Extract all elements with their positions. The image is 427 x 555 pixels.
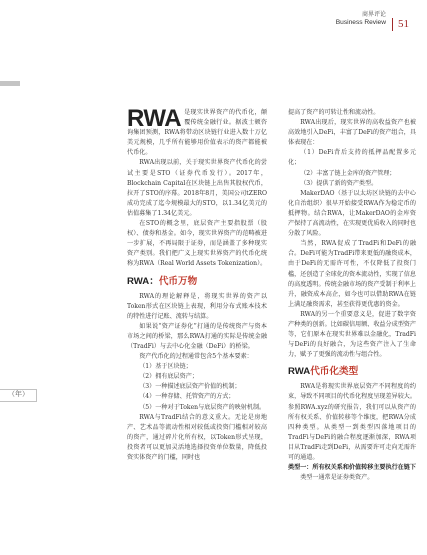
list-item: （4）一种存储、托管资产的方式； [139, 393, 235, 401]
body-paragraph: 如果说“资产证券化”打通的是传统资产与资本市场之间的桥梁，那么RWA打通的实际是传统金融（TradFi）与去中心化金融（DeFi）的桥梁。 [127, 322, 267, 350]
section-title-prefix: RWA [288, 366, 311, 378]
body-paragraph: 提高了资产的可转让性和流动性。 [288, 109, 380, 116]
header-section-en: Business Review [335, 19, 386, 26]
left-column [127, 105, 267, 463]
body-paragraph: 当然，RWA促成了TradFi和DeFi的融合。DeFi可能为TradFi带来更低的融资成本，由于DeFi的无需许可性，不仅降低了投资门槛，还创造了全球化的资本流动性，实现了信息的高度透明。传统金融市场的资产受制于利率上升，融资成本高企，如今也可以借助RWA在链上满足融资需求，甚至获得更优惠的资金。 [288, 240, 416, 308]
elements-list [127, 362, 267, 412]
body-paragraph: RWA的理论解释是，将现实世界的资产以Token形式在区块链上表现，利用分布式账本技术的特性进行记账、流转与结算。 [127, 292, 267, 320]
list-item: （1）基于区块链； [139, 363, 192, 371]
page-number: 51 [398, 18, 409, 30]
body-paragraph: RWA是将现实世界底层资产不同程度的约束，导致不同项目的代币化程度呈现差异较大。参照RWA.xyz的研究报告，我们可以从资产的所有权关系、价值转移等个维度，把RWA分成四种类型。从类型一到类型四落地项目的TradFi与DeFi的融合程度逐渐加深，RWA项目从TradFi走到DeFi，从需要许可走向无需许可的通道。 [288, 383, 416, 461]
body-paragraph: 类型一通常是证券类资产。 [300, 474, 374, 482]
list-item: （2）拥有底层资产； [139, 373, 198, 381]
benefits-list [288, 148, 416, 188]
body-paragraph: 资产代币化的过程通常包含5个基本要素： [139, 353, 253, 361]
list-item: （2）丰富了链上金库的资产管理； [300, 169, 396, 177]
right-column [288, 108, 416, 483]
section-title-prefix: RWA： [127, 275, 159, 287]
intro-text: 是现实世界资产的代币化，颠覆传统金融行业。据波士顿咨询集团预测，RWA将带动区块链行业进入数十万亿美元规模，几乎所有能够用价值表示的资产都能被代币化。 [127, 109, 267, 157]
list-item: （3）一种描述底层资产价值的机制； [139, 383, 241, 391]
header-label [336, 11, 386, 27]
section-title-tokenize-everything [127, 276, 267, 288]
body-paragraph: MakerDAO（基于以太坊区块链的去中心化自治组织）很早开始接受RWA作为稳定币的抵押物。结合RWA，让MakerDAO的金库资产保持了高流动性，在实现更优质收入的同时也分散了风险。 [288, 189, 416, 238]
section-title-tokenization-types [288, 366, 416, 378]
header-section-cn: 商界评论 [361, 12, 386, 18]
body-paragraph: RWA与TradFi结合的意义重大。无论是房地产、艺术品等流动性相对较低或投资门槛相对较高的资产，通过碎片化所有权，以Token形式呈现，投资者可以更加灵活地选择投资单位数量，降低投资实体资产的门槛，同时也 [127, 413, 267, 461]
body-paragraph: RWA出现后，现实世界的高收益资产也被高效地引入DeFi，丰富了DeFi的资产组合，具体表现在： [288, 119, 416, 147]
side-decor-bar [0, 81, 20, 86]
dropcap: RWA [127, 105, 182, 132]
page-header [0, 0, 427, 40]
list-item: （5）一种对于Token与底层资产的映射机制。 [139, 403, 266, 411]
list-item: （1）DeFi背后支持的抵押品配置多元化； [288, 149, 416, 167]
year-side-tab [0, 389, 37, 402]
body-paragraph: RWA出现以前，关于现实世界资产代币化的尝试主要是STO（证券代币发行）。2017年，Blockchain Capital在区块链上出售其股权代币，拉开了STO的序幕。2018年8月，美国公司tZERO成功完成了迄今规模最大的STO，以1.34亿美元的估值募集了1.34亿美元。 [127, 159, 267, 217]
intro-paragraph [127, 105, 267, 158]
header-divider [392, 18, 393, 31]
year-label: （年） [8, 390, 29, 398]
type-one-heading: 类型一：所有权关系和价值转移主要执行在链下 [288, 464, 416, 472]
body-paragraph: 在STO的概念里，底层资产主要指股票（股权）、债券和基金。如今，现实世界资产的范畴被进一步扩展，不再局限于证券，而是涵盖了多种现实资产类别。我们把广义上现实世界资产的代币化统称为RWA（Real World Assets Tokenization）。 [127, 220, 267, 268]
body-paragraph: RWA的另一个重要意义是，促进了数字资产种类的创新。比如碳信用额、收益分成型资产等，它们原本在现实世界难以金融化，TradFi与DeFi的良好融合，为这些资产注入了生命力，赋予了更强的流动性与组合性。 [288, 310, 416, 359]
section-title-accent: 代币化类型 [310, 366, 359, 378]
section-title-accent: 代币万物 [158, 275, 198, 287]
list-item: （3）提供了新的资产类型。 [300, 179, 378, 187]
